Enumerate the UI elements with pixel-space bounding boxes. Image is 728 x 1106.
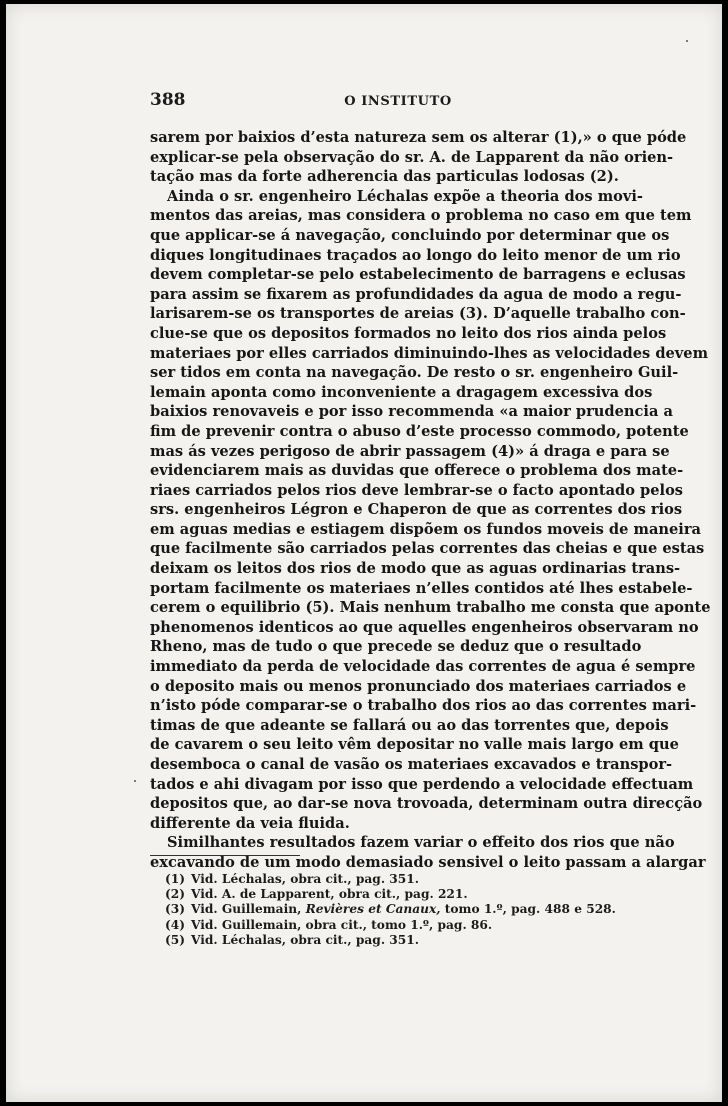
footnote-rule	[150, 855, 300, 856]
text-line: diques longitudinaes traçados ao longo do leito menor de um rio	[150, 246, 681, 264]
text-line: tados e ahi divagam por isso que perdendo a velocidade effectuam	[150, 775, 694, 793]
footnote-number: (5)	[165, 932, 186, 947]
text-line: materiaes por elles carriados diminuindo-lhes as velocidades devem	[150, 344, 709, 362]
footnote-italic-title: Revières et Canaux,	[305, 902, 441, 917]
text-line: para assim se fixarem as profundidades da agua de modo a regu-	[150, 285, 682, 303]
text-line: evidenciarem mais as duvidas que offerece o problema dos mate-	[150, 462, 684, 480]
text-line: portam facilmente os materiaes n’elles contidos até lhes estabele-	[150, 579, 693, 597]
text-line: Rheno, mas de tudo o que precede se deduz que o resultado	[150, 638, 642, 656]
text-line: excavando de um modo demasiado sensivel o leito passam a alargar	[150, 853, 706, 871]
footnote-text: Vid. Guillemain,	[191, 902, 306, 917]
text-line: devem completar-se pelo estabelecimento de barragens e eclusas	[150, 266, 686, 284]
text-line: mentos das areias, mas considera o problema no caso em que tem	[150, 207, 692, 225]
footnote	[165, 872, 625, 887]
text-line: fim de prevenir contra o abuso d’este processo commodo, potente	[150, 422, 689, 440]
footnote	[165, 887, 625, 902]
page-header	[150, 90, 622, 114]
text-line: em aguas medias e estiagem dispõem os fundos moveis de maneira	[150, 520, 701, 538]
text-line: lemain aponta como inconveniente a dragagem excessiva dos	[150, 383, 653, 401]
text-line: Ainda o sr. engenheiro Léchalas expõe a theoria dos movi-	[167, 187, 643, 205]
text-line: ser tidos em conta na navegação. De resto o sr. engenheiro Guil-	[150, 364, 679, 382]
footnote-number: (2)	[165, 887, 186, 902]
footnote-number: (1)	[165, 872, 186, 886]
text-line: que facilmente são carriados pelas correntes das cheias e que estas	[150, 540, 705, 558]
body-text	[150, 128, 711, 873]
text-line: explicar-se pela observação do sr. A. de Lapparent da não orien-	[150, 148, 674, 166]
text-line: que applicar-se á navegação, concluindo por determinar que os	[150, 226, 670, 244]
text-line: riaes carriados pelos rios deve lembrar-se o facto apontado pelos	[150, 481, 684, 499]
running-title: O INSTITUTO	[344, 94, 452, 109]
text-line: n’isto póde comparar-se o trabalho dos rios ao das correntes mari-	[150, 697, 697, 715]
text-line: depositos que, ao dar-se nova trovoada, determinam outra direcção	[150, 795, 703, 813]
text-line: cerem o equilibrio (5). Mais nenhum trabalho me consta que aponte	[150, 599, 711, 617]
footnotes	[165, 872, 625, 948]
text-line: clue-se que os depositos formados no leito dos rios ainda pelos	[150, 324, 667, 342]
page-speck	[686, 40, 688, 42]
footnote-text: tomo 1.º, pag. 488 e 528.	[440, 902, 616, 917]
footnote-text: Vid. Guillemain, obra cit., tomo 1.º, pag. 86.	[191, 917, 493, 932]
text-line: de cavarem o seu leito vêm depositar no valle mais largo em que	[150, 736, 679, 754]
text-line: o deposito mais ou menos pronunciado dos materiaes carriados e	[150, 677, 687, 695]
text-line: deixam os leitos dos rios de modo que as aguas ordinarias trans-	[150, 560, 681, 578]
footnote-number: (3)	[165, 902, 186, 917]
footnote-text: Vid. Léchalas, obra cit., pag. 351.	[191, 932, 419, 947]
text-line: immediato da perda de velocidade das correntes de agua é sempre	[150, 658, 696, 676]
text-line: mas ás vezes perigoso de abrir passagem (4)» á draga e para se	[150, 442, 670, 460]
text-line: srs. engenheiros Légron e Chaperon de que as correntes dos rios	[150, 501, 683, 519]
text-line: Similhantes resultados fazem variar o effeito dos rios que não	[167, 834, 675, 852]
text-line: phenomenos identicos ao que aquelles engenheiros observaram no	[150, 618, 699, 636]
footnote	[165, 933, 625, 948]
footnote	[165, 902, 625, 917]
text-line: baixios renovaveis e por isso recommenda «a maior prudencia a	[150, 403, 673, 421]
text-line: larisarem-se os transportes de areias (3). D’aquelle trabalho con-	[150, 305, 686, 323]
text-line: sarem por baixios d’esta natureza sem os alterar (1),» o que póde	[150, 129, 687, 146]
page-number: 388	[150, 90, 186, 110]
text-line: tação mas da forte adherencia das particulas lodosas (2).	[150, 168, 619, 186]
footnote-text: Vid. A. de Lapparent, obra cit., pag. 221.	[191, 887, 468, 902]
footnote-text: Vid. Léchalas, obra cit., pag. 351.	[191, 872, 419, 886]
text-line: differente da veia fluida.	[150, 814, 350, 832]
text-line: timas de que adeante se fallará ou ao das torrentes que, depois	[150, 716, 669, 734]
footnote	[165, 918, 625, 933]
footnote-number: (4)	[165, 917, 186, 932]
text-line: desemboca o canal de vasão os materiaes excavados e transpor-	[150, 756, 673, 773]
page-speck	[134, 780, 136, 782]
